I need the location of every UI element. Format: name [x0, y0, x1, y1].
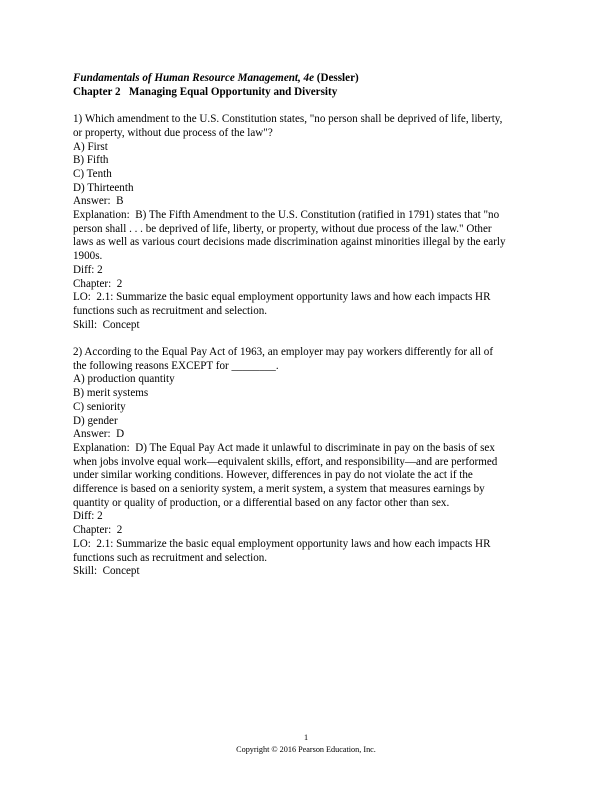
learning-objective-line: LO: 2.1: Summarize the basic equal employment opportunity laws and how each impacts HR [73, 291, 491, 304]
question-1 [73, 113, 543, 332]
copyright-notice: Copyright © 2016 Pearson Education, Inc. [236, 745, 376, 754]
answer-option: C) seniority [73, 400, 126, 413]
explanation-line: quantity or quality of production, or a differential based on any factor other than sex. [73, 496, 450, 509]
answer-option: B) merit systems [73, 387, 149, 400]
book-header [73, 72, 543, 86]
explanation-line: 1900s. [73, 250, 103, 263]
skill: Skill: Concept [73, 318, 140, 331]
chapter-heading: Chapter 2 Managing Equal Opportunity and Diversity [73, 85, 338, 98]
answer-option: C) Tenth [73, 167, 112, 180]
explanation-line: person shall . . . be deprived of life, liberty, or property, without due process of the law." Other [73, 222, 492, 235]
skill: Skill: Concept [73, 565, 140, 578]
answer-option: A) production quantity [73, 373, 175, 386]
question-stem-line: 2) According to the Equal Pay Act of 1963, an employer may pay workers differently for all of [73, 346, 494, 359]
difficulty: Diff: 2 [73, 263, 103, 276]
explanation-line: laws as well as various court decisions made discrimination against minorities illegal by the early [73, 236, 506, 249]
answer-option: A) First [73, 140, 108, 153]
explanation-line: Explanation: B) The Fifth Amendment to the U.S. Constitution (ratified in 1791) states that "no [73, 209, 500, 222]
book-author: (Dessler) [316, 72, 359, 84]
answer-key: Answer: D [73, 428, 125, 441]
learning-objective-line: functions such as recruitment and selection. [73, 304, 268, 317]
explanation-line: Explanation: D) The Equal Pay Act made it unlawful to discriminate in pay on the basis of sex [73, 441, 495, 454]
explanation-line: under similar working conditions. However, differences in pay do not violate the act if the [73, 469, 473, 482]
chapter-number: Chapter: 2 [73, 277, 123, 290]
answer-option: D) gender [73, 414, 118, 427]
book-title: Fundamentals of Human Resource Management, 4e [73, 72, 315, 84]
difficulty: Diff: 2 [73, 510, 103, 523]
question-stem-line: or property, without due process of the law"? [73, 126, 273, 139]
explanation-line: when jobs involve equal work—equivalent skills, effort, and responsibility—and are performed [73, 455, 498, 468]
question-stem-line: 1) Which amendment to the U.S. Constitution states, "no person shall be deprived of life, liberty, [73, 113, 503, 126]
page-number: 1 [303, 733, 309, 742]
explanation-line: difference is based on a seniority system, a merit system, a system that measures earnings by [73, 483, 485, 496]
question-stem-line: the following reasons EXCEPT for ________. [73, 359, 279, 372]
question-2 [73, 346, 543, 579]
document-body [73, 72, 543, 579]
answer-key: Answer: B [73, 195, 124, 208]
learning-objective-line: functions such as recruitment and selection. [73, 551, 268, 564]
chapter-number: Chapter: 2 [73, 524, 123, 537]
learning-objective-line: LO: 2.1: Summarize the basic equal employment opportunity laws and how each impacts HR [73, 537, 491, 550]
answer-option: D) Thirteenth [73, 181, 134, 194]
answer-option: B) Fifth [73, 154, 109, 167]
